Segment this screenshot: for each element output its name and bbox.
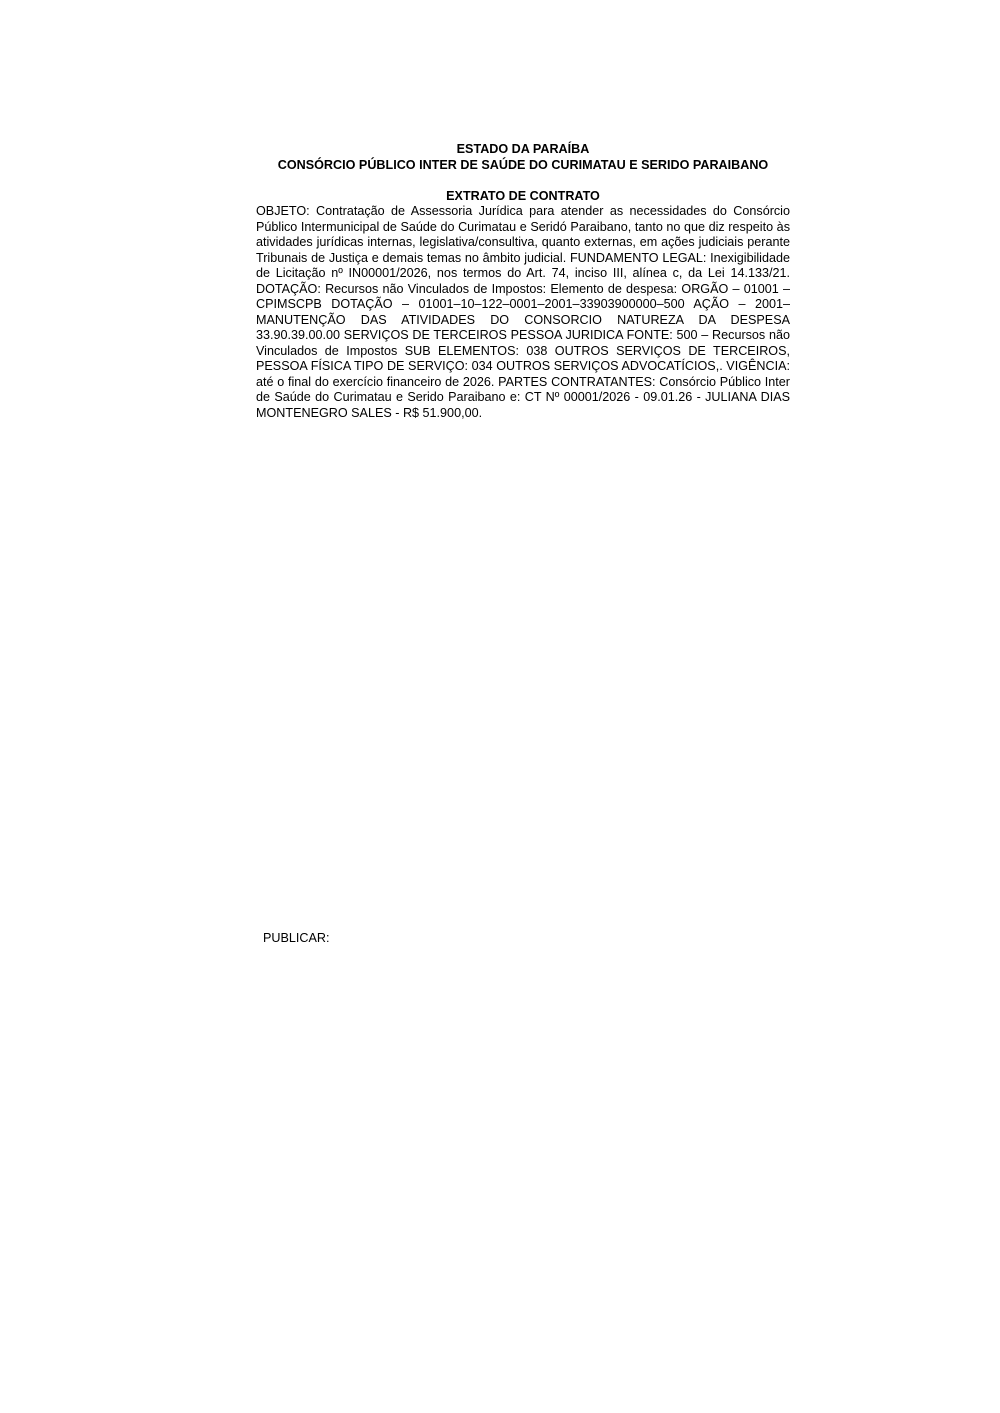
document-title: EXTRATO DE CONTRATO <box>446 189 600 203</box>
state-name: ESTADO DA PARAÍBA <box>456 142 590 156</box>
organization-name: CONSÓRCIO PÚBLICO INTER DE SAÚDE DO CURIMATAU E SERIDO PARAIBANO <box>277 158 769 172</box>
publish-label: PUBLICAR: <box>263 931 330 945</box>
contract-extract-body: OBJETO: Contratação de Assessoria Jurídica para atender as necessidades do Consórcio Público Intermunicipal de Saúde do Curimatau e Seridó Paraibano, tanto no que diz respeito às atividades jurídicas internas, legislativa/consultiva, quanto externas, em ações judiciais perante Tribunais de Justiça e demais temas no âmbito judicial. FUNDAMENTO LEGAL: Inexigibilidade de Licitação nº IN00001/2026, nos termos do Art. 74, inciso III, alínea c, da Lei 14.133/21. DOTAÇÃO: Recursos não Vinculados de Impostos: Elemento de despesa: ORGÃO – 01001 – CPIMSCPB DOTAÇÃO – 01001–10–122–0001–2001–33903900000–500 AÇÃO – 2001– MANUTENÇÃO DAS ATIVIDADES DO CONSORCIO NATUREZA DA DESPESA 33.90.39.00.00 SERVIÇOS DE TERCEIROS PESSOA JURIDICA FONTE: 500 – Recursos não Vinculados de Impostos SUB ELEMENTOS: 038 OUTROS SERVIÇOS DE TERCEIROS, PESSOA FÍSICA TIPO DE SERVIÇO: 034 OUTROS SERVIÇOS ADVOCATÍCIOS,. VIGÊNCIA: até o final do exercício financeiro de 2026. PARTES CONTRATANTES: Consórcio Público Inter de Saúde do Curimatau e Serido Paraibano e: CT Nº 00001/2026 - 09.01.26 - JULIANA DIAS MONTENEGRO SALES - R$ 51.900,00. <box>256 204 790 420</box>
document-header <box>250 141 796 173</box>
